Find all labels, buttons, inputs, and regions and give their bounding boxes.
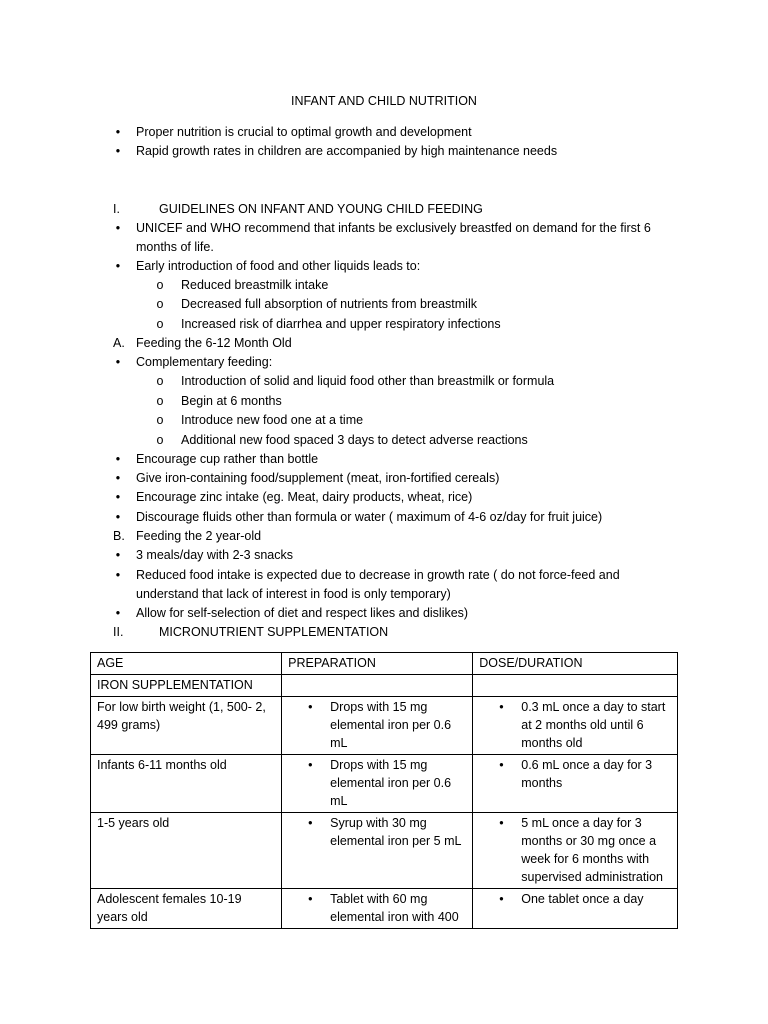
dose-text: 0.3 mL once a day to start at 2 months old until 6 months old [521, 700, 666, 750]
sub-item: Introduce new food one at a time [181, 413, 364, 427]
header-age: AGE [91, 653, 282, 675]
prep-text: Tablet with 60 mg elemental iron with 400 [330, 892, 459, 924]
list-item: Encourage zinc intake (eg. Meat, dairy products, wheat, rice) [136, 490, 473, 504]
prep-text: Drops with 15 mg elemental iron per 0.6 mL [330, 700, 452, 750]
cell-age: Adolescent females 10-19 years old [91, 889, 282, 929]
dose-text: 0.6 mL once a day for 3 months [521, 758, 653, 790]
empty-cell [282, 675, 473, 697]
supplementation-table [90, 652, 678, 929]
cell-dose [473, 813, 678, 889]
bullet-icon: • [499, 758, 504, 772]
bullet-icon: • [308, 816, 313, 830]
prep-text: Syrup with 30 mg elemental iron per 5 mL [330, 816, 462, 848]
unicef-bullet-line1: UNICEF and WHO recommend that infants be exclusively breastfed on demand for the first 6 [136, 221, 651, 235]
table-header-row [91, 653, 678, 675]
header-dose: DOSE/DURATION [473, 653, 678, 675]
cell-age: Infants 6-11 months old [91, 755, 282, 813]
section-1-numeral: I. [113, 202, 120, 216]
dose-text: 5 mL once a day for 3 months or 30 mg once a week for 6 months with supervised administration [521, 816, 663, 884]
table-row [91, 889, 678, 929]
circle-bullet-icon: o [156, 297, 164, 311]
circle-bullet-icon: o [156, 413, 164, 427]
list-item: Reduced food intake is expected due to decrease in growth rate ( do not force-feed and [136, 568, 620, 582]
cell-prep [282, 889, 473, 929]
unicef-bullet-line2: months of life. [136, 240, 214, 254]
bullet-icon: • [115, 510, 121, 524]
bullet-icon: • [115, 606, 121, 620]
table-row [91, 697, 678, 755]
bullet-icon: • [115, 471, 121, 485]
sub-item: Additional new food spaced 3 days to detect adverse reactions [181, 433, 528, 447]
table-group-row [91, 675, 678, 697]
intro-bullet-1-text: Proper nutrition is crucial to optimal growth and development [136, 125, 472, 139]
circle-bullet-icon: o [156, 394, 164, 408]
header-preparation: PREPARATION [282, 653, 473, 675]
document-title: INFANT AND CHILD NUTRITION [291, 94, 477, 108]
sub-item: Increased risk of diarrhea and upper respiratory infections [181, 317, 501, 331]
cell-prep [282, 697, 473, 755]
bullet-icon: • [115, 125, 121, 139]
group-label: IRON SUPPLEMENTATION [91, 675, 282, 697]
table-row [91, 813, 678, 889]
dose-text: One tablet once a day [521, 892, 644, 906]
bullet-icon: • [115, 452, 121, 466]
bullet-icon: • [308, 892, 313, 906]
subsection-a-heading: Feeding the 6-12 Month Old [136, 336, 292, 350]
bullet-icon: • [499, 700, 504, 714]
bullet-icon: • [115, 355, 121, 369]
cell-dose [473, 755, 678, 813]
bullet-icon: • [499, 816, 504, 830]
list-item: 3 meals/day with 2-3 snacks [136, 548, 294, 562]
sub-item: Decreased full absorption of nutrients from breastmilk [181, 297, 477, 311]
subsection-a-letter: A. [113, 336, 125, 350]
complementary-bullet: Complementary feeding: [136, 355, 273, 369]
list-item: Give iron-containing food/supplement (meat, iron-fortified cereals) [136, 471, 500, 485]
circle-bullet-icon: o [156, 317, 164, 331]
bullet-icon: • [115, 259, 121, 273]
bullet-icon: • [115, 221, 121, 235]
list-item: understand that lack of interest in food is only temporary) [136, 587, 451, 601]
section-1-heading: GUIDELINES ON INFANT AND YOUNG CHILD FEEDING [159, 202, 483, 216]
early-intro-bullet: Early introduction of food and other liquids leads to: [136, 259, 421, 273]
list-item: Discourage fluids other than formula or water ( maximum of 4-6 oz/day for fruit juice) [136, 510, 603, 524]
cell-prep [282, 813, 473, 889]
bullet-icon: • [115, 548, 121, 562]
circle-bullet-icon: o [156, 278, 164, 292]
bullet-icon: • [115, 490, 121, 504]
subsection-b-heading: Feeding the 2 year-old [136, 529, 262, 543]
section-2-heading: MICRONUTRIENT SUPPLEMENTATION [159, 625, 389, 639]
cell-age: 1-5 years old [91, 813, 282, 889]
sub-item: Introduction of solid and liquid food other than breastmilk or formula [181, 374, 555, 388]
subsection-b-letter: B. [113, 529, 125, 543]
empty-cell [473, 675, 678, 697]
circle-bullet-icon: o [156, 374, 164, 388]
prep-text: Drops with 15 mg elemental iron per 0.6 mL [330, 758, 452, 808]
bullet-icon: • [499, 892, 504, 906]
section-2-numeral: II. [113, 625, 124, 639]
circle-bullet-icon: o [156, 433, 164, 447]
cell-prep [282, 755, 473, 813]
list-item: Allow for self-selection of diet and respect likes and dislikes) [136, 606, 469, 620]
list-item: Encourage cup rather than bottle [136, 452, 319, 466]
cell-dose [473, 697, 678, 755]
cell-age: For low birth weight (1, 500- 2, 499 grams) [91, 697, 282, 755]
bullet-icon: • [115, 144, 121, 158]
sub-item: Begin at 6 months [181, 394, 282, 408]
intro-bullet-2-text: Rapid growth rates in children are accompanied by high maintenance needs [136, 144, 558, 158]
table-row [91, 755, 678, 813]
cell-dose [473, 889, 678, 929]
sub-item: Reduced breastmilk intake [181, 278, 329, 292]
bullet-icon: • [308, 700, 313, 714]
bullet-icon: • [308, 758, 313, 772]
bullet-icon: • [115, 568, 121, 582]
